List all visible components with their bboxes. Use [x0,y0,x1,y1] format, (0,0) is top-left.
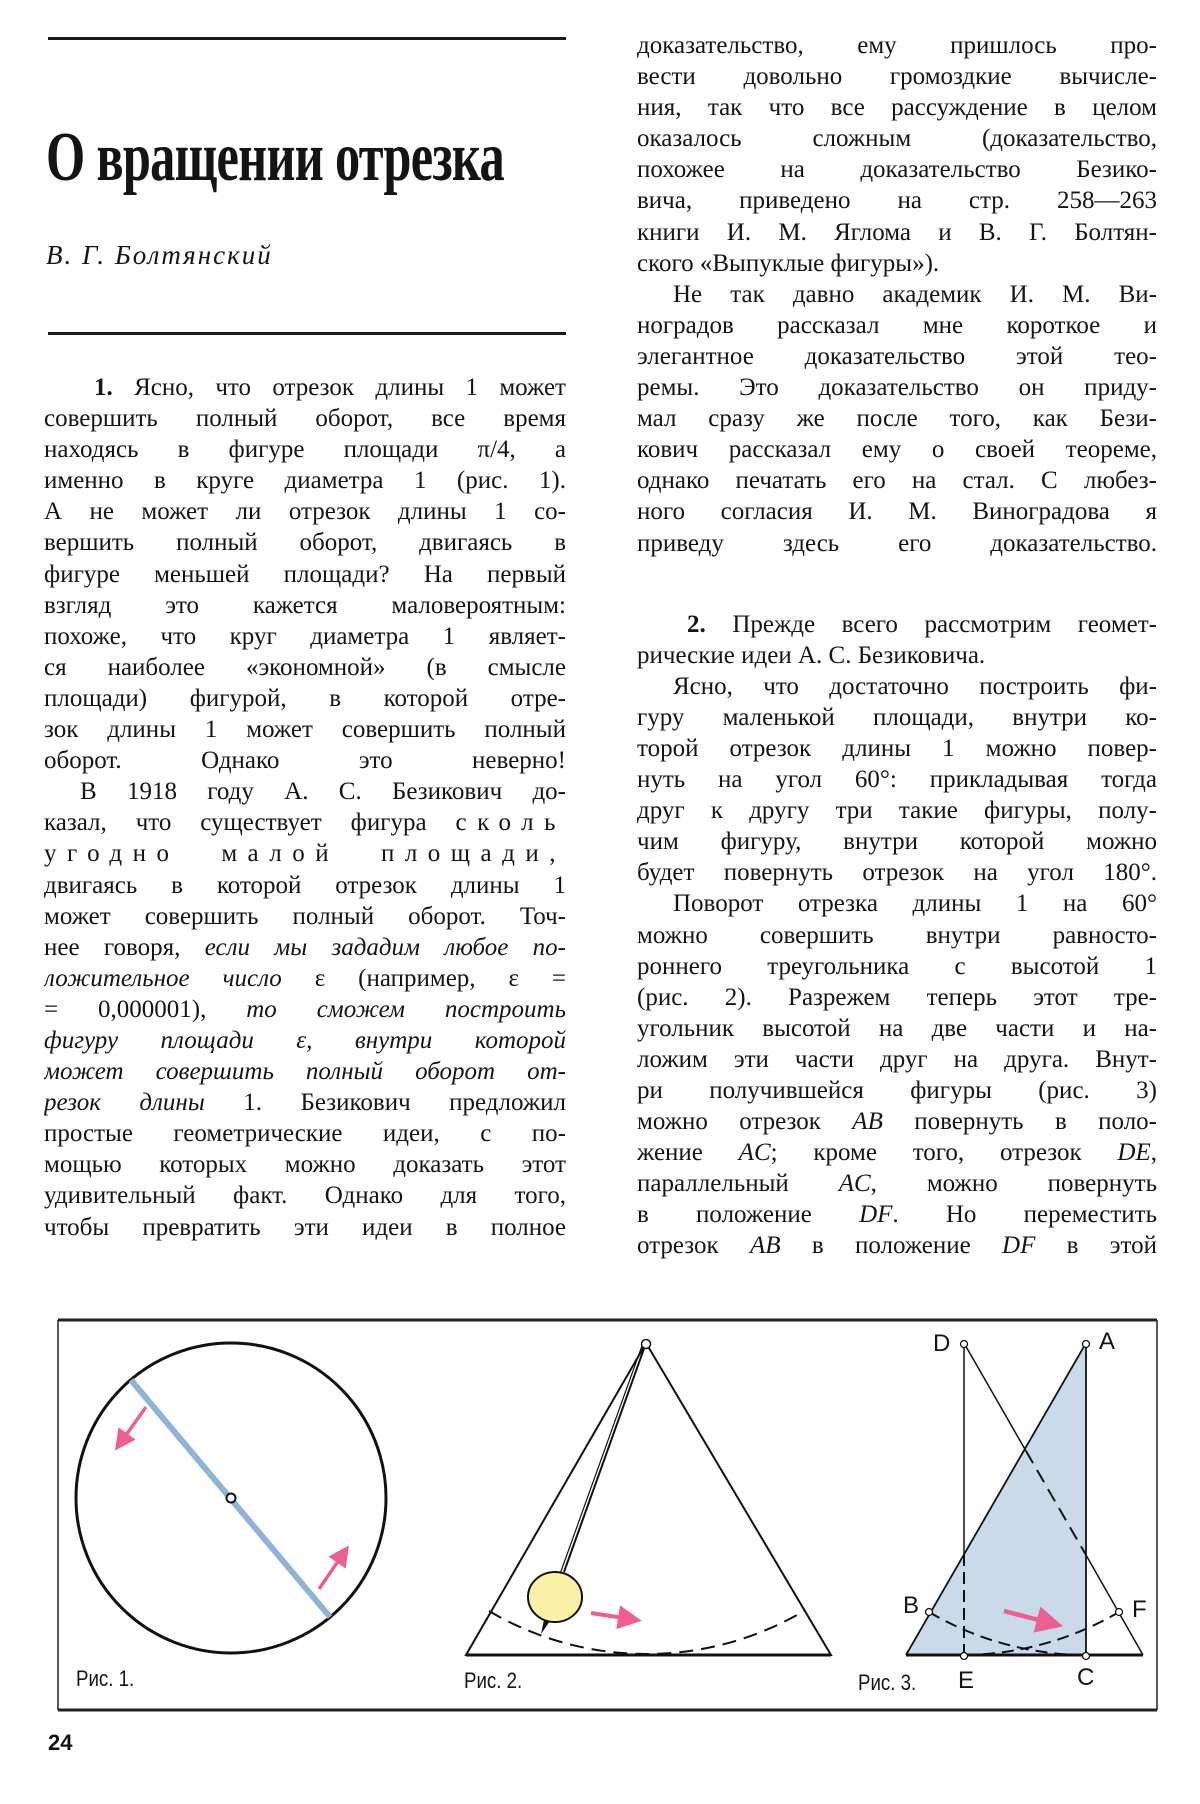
text-segment: в положение [637,1201,860,1229]
text-segment: может совершить полный оборот. Точ- [44,902,566,930]
figure-2-triangle [466,1340,831,1656]
text-segment: фигуре меньшей площади? На первый [44,560,566,588]
section-number: 2. [687,610,706,638]
text-segment: ноградов рассказал мне короткое и [637,311,1157,339]
text-segment: простые геометрические идеи, с по- [44,1120,566,1148]
text-segment: вести довольно громоздкие вычисле- [637,63,1157,91]
text-segment: Поворот отрезка длины 1 на 60° [673,890,1157,918]
text-segment: ; кроме того, отрезок [770,1139,1118,1167]
text-segment: нее говоря, [44,933,205,961]
text-segment: совершить полный оборот, все время [44,405,566,433]
text-segment: Ясно, что достаточно построить фи- [673,672,1157,700]
italic-text: AC [838,1170,871,1198]
page-number: 24 [48,1730,73,1755]
text-segment: ского «Выпуклые фигуры»). [637,249,940,277]
pendulum-segment [564,1343,646,1572]
italic-text: DF [859,1201,893,1229]
italic-text: AB [852,1108,883,1136]
text-segment: в этой [1035,1232,1157,1260]
italic-text: если мы зададим любое по- [204,933,566,961]
text-segment: ся наиболее «экономной» (в смысле [44,653,566,681]
text-segment: двигаясь в которой отрезок длины 1 [44,871,566,899]
text-segment: похоже, что круг диаметра 1 являет- [44,622,566,650]
figure-1-caption: Рис. 1. [76,1666,135,1691]
text-segment: Не так давно академик И. М. Ви- [673,280,1157,308]
pendulum-bob [528,1572,582,1622]
text-segment: находясь в фигуре площади π/4, а [44,436,566,464]
text-segment: элегантное доказательство этой тео- [637,342,1157,370]
text-segment: оборот. Однако это неверно! [44,747,566,775]
text-segment: чим фигуру, внутри которой можно [637,828,1157,856]
text-segment: отрезок [637,1232,750,1260]
text-segment: ложим эти части друг на друга. Внут- [637,1045,1157,1073]
text-segment: Ясно, что отрезок длины 1 может [112,374,566,401]
text-segment: ного согласия И. М. Виноградова я [637,498,1157,526]
point-label-c: C [1077,1664,1095,1691]
text-segment: книги И. М. Яглома и В. Г. Болтян- [637,218,1157,246]
italic-text: AC [738,1139,771,1167]
text-segment: 1. Безикович предложил [204,1089,566,1117]
text-segment: приведу здесь его доказательство. [637,529,1157,557]
figure-3-caption: Рис. 3. [858,1670,917,1695]
spaced-emphasis: сколь [455,809,566,837]
point-label-d: D [933,1330,951,1357]
text-segment: взгляд это кажется маловероятным: [44,591,566,619]
text-segment: ри получившейся фигуры (рис. 3) [637,1077,1157,1104]
center-point [227,1494,236,1503]
section-number: 1. [94,374,113,401]
text-segment: жение [637,1139,739,1167]
text-segment: = 0,000001), [44,995,247,1023]
text-segment: кович рассказал ему о своей теореме, [637,436,1157,464]
motion-arrow-icon [591,1613,630,1619]
text-segment: (рис. 2). Разрежем теперь этот тре- [637,983,1157,1011]
text-segment: в положение [780,1232,1003,1260]
text-segment: зок длины 1 может совершить полный [44,716,566,744]
text-segment: казал, что существует фигура [44,809,456,837]
italic-text: ложительное число [44,964,282,992]
text-segment: , [1150,1139,1157,1167]
text-segment: А не может ли отрезок длины 1 со- [44,498,566,526]
text-segment: площади) фигурой, в которой отре- [44,684,566,712]
text-segment: рические идеи А. С. Безиковича. [637,641,986,669]
text-segment: , можно повернуть [870,1170,1157,1198]
rotation-arrow-icon [121,1407,146,1442]
text-segment: можно отрезок [637,1108,853,1136]
point-label-f: F [1132,1596,1147,1623]
article-title: О вращении отрезка [46,119,504,196]
article-author: В. Г. Болтянский [46,240,273,270]
text-segment: оказалось сложным (доказательство, [637,125,1157,153]
point-label-a: A [1099,1328,1116,1355]
figure-2-caption: Рис. 2. [464,1668,523,1693]
spaced-emphasis: угодно малой площади, [44,840,566,868]
text-segment: чтобы превратить эти идеи в полное [44,1213,566,1241]
italic-text: фигуру площади ε, внутри которой [44,1026,566,1054]
figure-3-overlap [906,1341,1143,1660]
italic-text: AB [749,1232,781,1260]
rotation-arrow-icon [319,1554,343,1589]
text-segment: ε (например, ε = [281,964,566,992]
text-segment: торой отрезок длины 1 можно повер- [637,734,1157,762]
italic-text: DF [1002,1232,1036,1260]
italic-text: DE [1117,1139,1151,1167]
text-segment: будет повернуть отрезок на угол 180°. [637,859,1157,887]
text-segment: мал сразу же после того, как Бези- [637,405,1157,433]
text-segment: Прежде всего рассмотрим геомет- [705,610,1157,638]
text-segment: удивительный факт. Однако для того, [44,1182,566,1210]
text-segment: В 1918 году А. С. Безикович до- [80,778,566,806]
text-segment: друг к другу три такие фигуры, полу- [637,797,1157,825]
italic-text: резок длины [44,1089,205,1117]
text-segment: роннего треугольника с высотой 1 [637,952,1157,980]
text-segment: повернуть в поло- [882,1108,1157,1136]
text-segment: мощью которых можно доказать этот [44,1151,566,1179]
dashed-arc [489,1611,804,1654]
text-segment: угольник высотой на две части и на- [637,1014,1157,1042]
text-segment: доказательство, ему пришлось про- [637,32,1157,59]
pivot-point [642,1340,651,1349]
italic-text: то сможем построить [246,995,566,1023]
text-segment: ремы. Это доказательство он приду- [637,374,1157,402]
point-label-b: B [903,1592,920,1619]
point-label-e: E [958,1667,975,1694]
text-segment: параллельный [637,1170,839,1198]
text-segment: однако печатать его на стал. С любез- [637,467,1157,495]
text-segment: ния, так что все рассуждение в целом [637,94,1157,122]
text-segment: нуть на угол 60°: прикладывая тогда [637,766,1157,794]
text-segment: похожее на доказательство Безико- [637,156,1157,184]
text-segment: можно совершить внутри равносто- [637,921,1157,949]
text-segment: гуру маленькой площади, внутри ко- [637,703,1157,731]
text-segment: . Но переместить [892,1201,1157,1229]
figure-1-circle [76,1343,386,1653]
text-segment: вершить полный оборот, двигаясь в [44,529,566,557]
text-segment: вича, приведено на стр. 258—263 [637,187,1157,215]
text-segment: именно в круге диаметра 1 (рис. 1). [44,467,566,495]
italic-text: может совершить полный оборот от- [44,1058,566,1086]
